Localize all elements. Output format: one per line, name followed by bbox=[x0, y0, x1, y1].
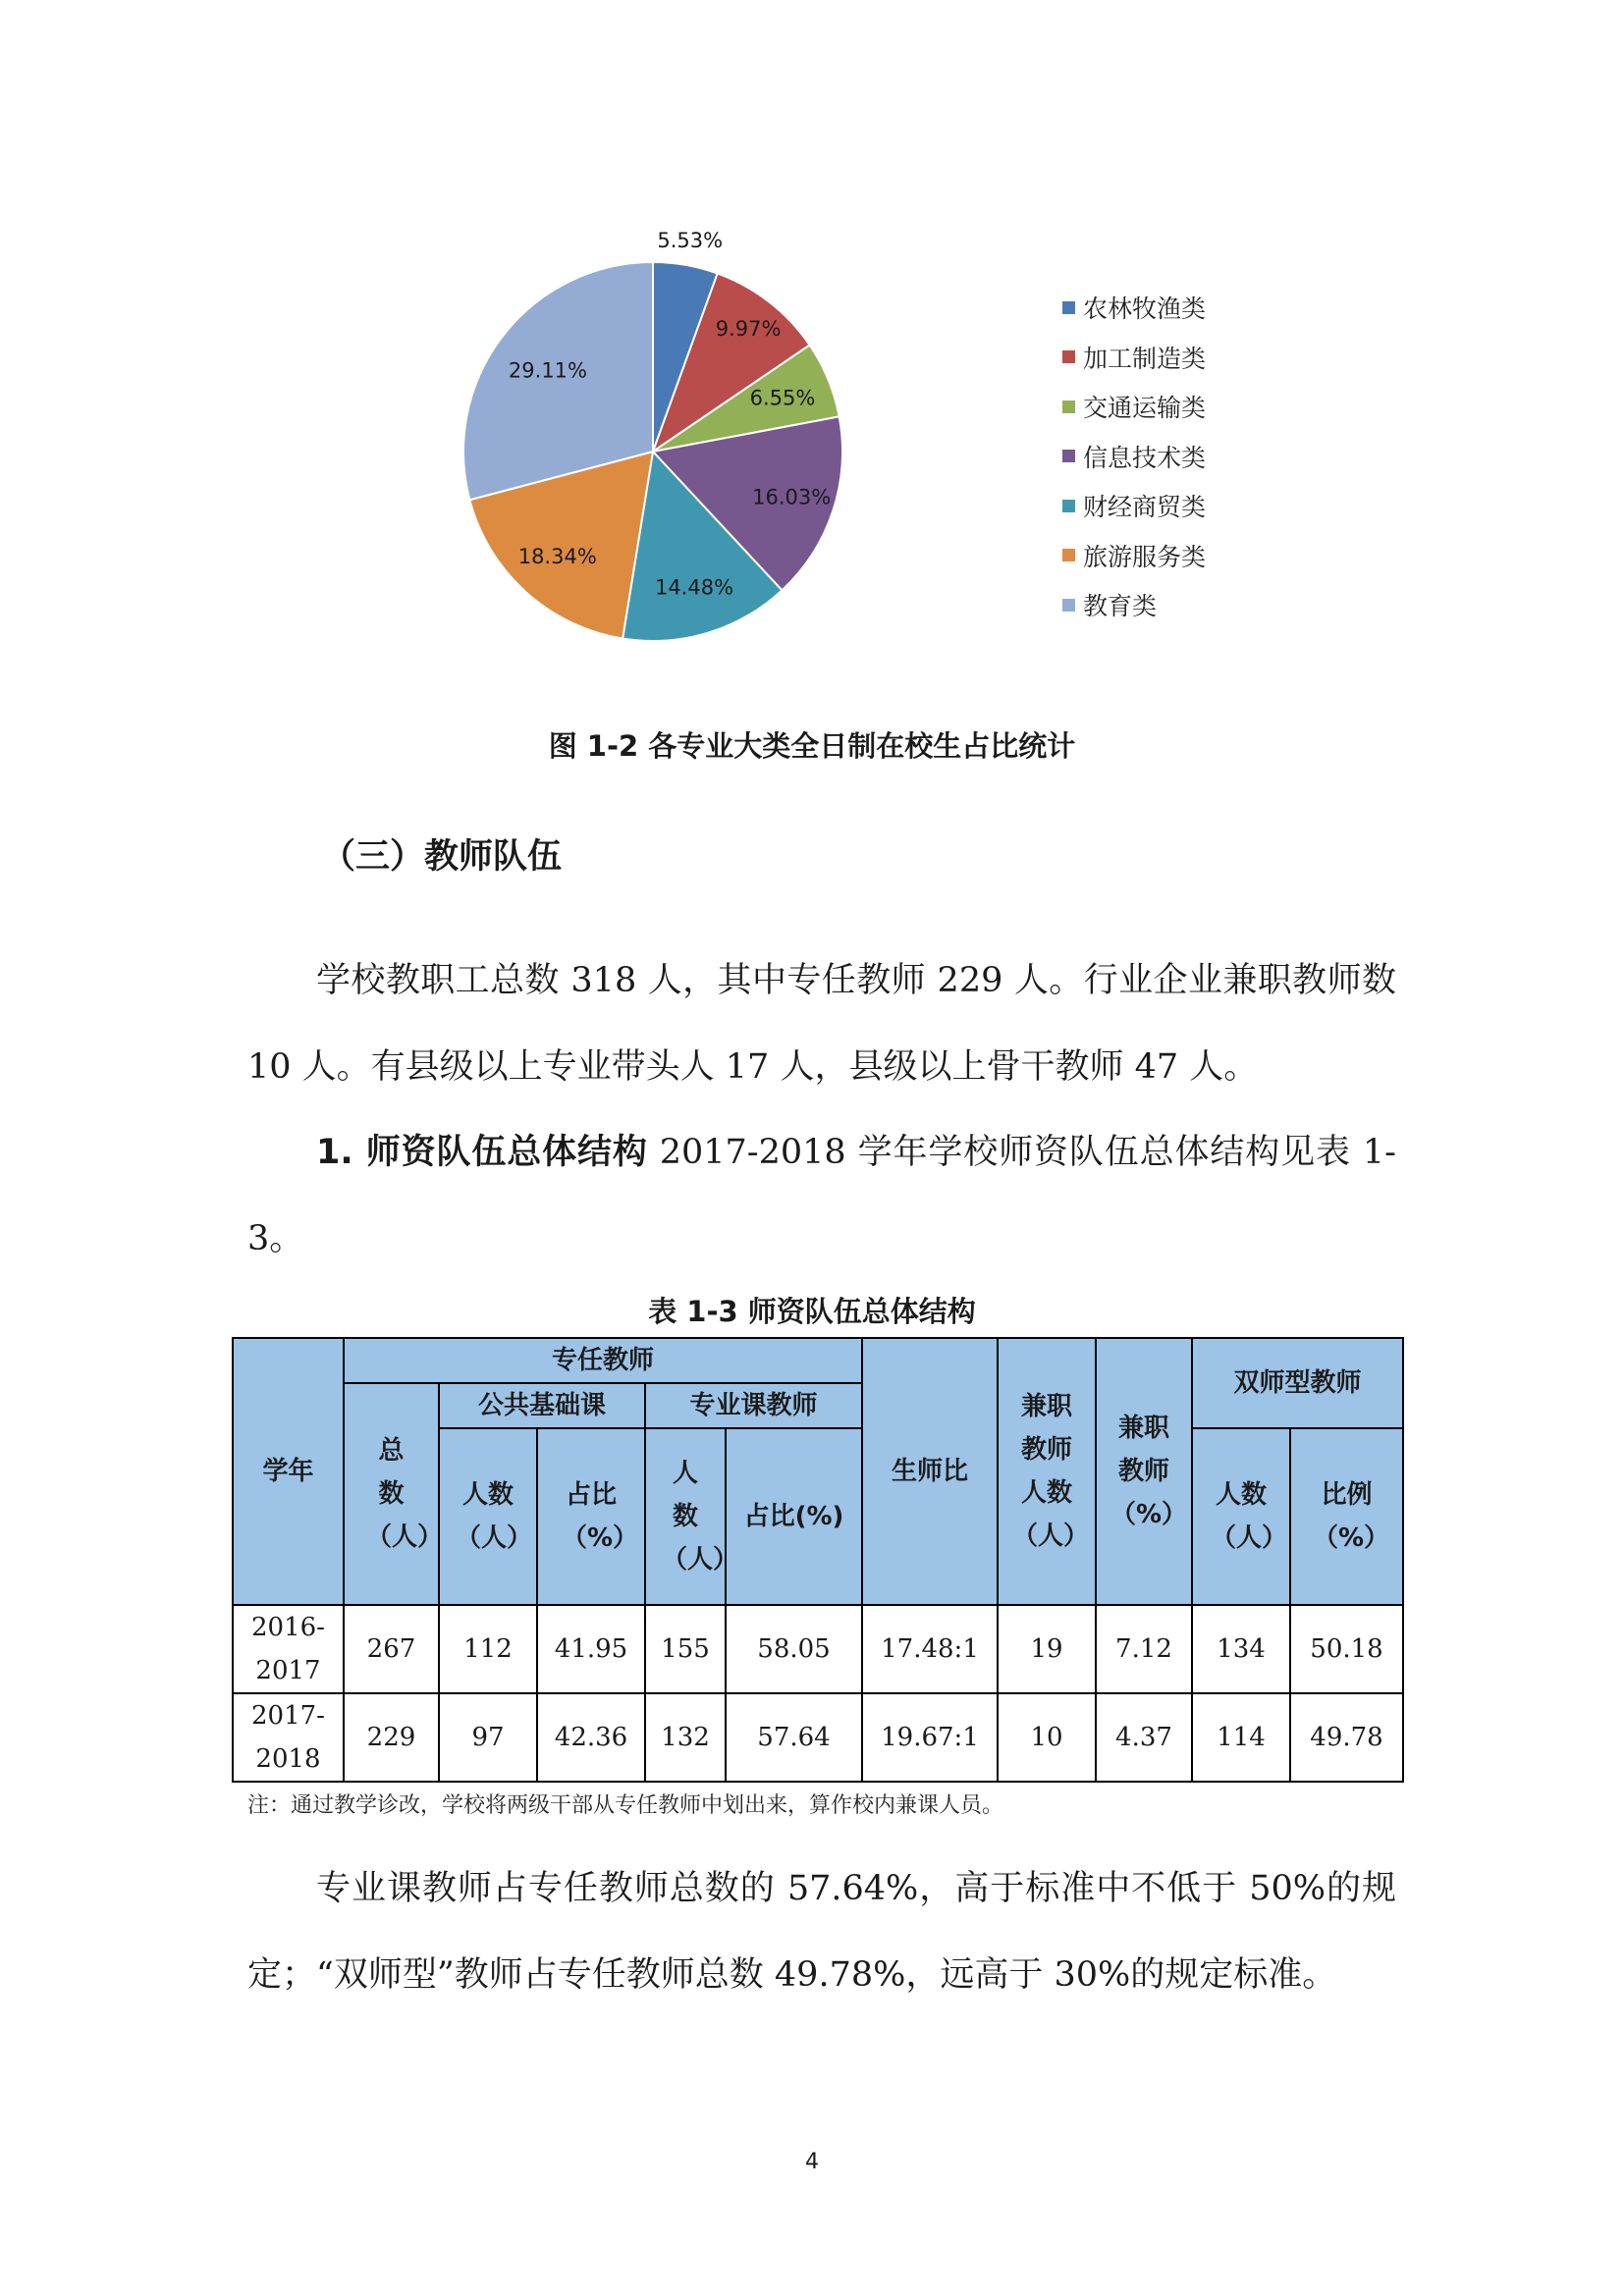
legend-item-finance bbox=[1062, 481, 1206, 531]
legend-item-education bbox=[1062, 580, 1206, 630]
chart-legend bbox=[1062, 283, 1206, 630]
header-dual-num: 人数（人） bbox=[1192, 1428, 1290, 1605]
cell-year: 2017-2018 bbox=[233, 1693, 344, 1782]
header-prof-pct: 占比(%) bbox=[726, 1428, 862, 1605]
pie-label-transport: 6.55% bbox=[749, 386, 816, 410]
legend-label: 交通运输类 bbox=[1083, 394, 1207, 423]
cell-total: 267 bbox=[344, 1605, 439, 1693]
legend-swatch bbox=[1062, 450, 1075, 462]
header-year: 学年 bbox=[233, 1338, 344, 1605]
cell-pub-num: 112 bbox=[439, 1605, 537, 1693]
legend-label: 农林牧渔类 bbox=[1083, 294, 1207, 324]
header-prof-num: 人数（人） bbox=[645, 1428, 726, 1605]
section-heading: （三）教师队伍 bbox=[321, 837, 563, 877]
cell-part-pct: 7.12 bbox=[1096, 1605, 1192, 1693]
legend-swatch bbox=[1062, 599, 1075, 612]
cell-pub-pct: 42.36 bbox=[537, 1693, 645, 1782]
table-note: 注：通过教学诊改，学校将两级干部从专任教师中划出来，算作校内兼课人员。 bbox=[247, 1793, 1004, 1818]
legend-label: 信息技术类 bbox=[1083, 443, 1207, 472]
pie-label-tourism: 18.34% bbox=[517, 545, 597, 569]
pie-label-manufacturing: 9.97% bbox=[715, 317, 782, 342]
cell-dual-num: 114 bbox=[1192, 1693, 1290, 1782]
cell-pub-num: 97 bbox=[439, 1693, 537, 1782]
legend-item-agriculture bbox=[1062, 283, 1206, 333]
legend-label: 加工制造类 bbox=[1083, 344, 1207, 373]
cell-dual-num: 134 bbox=[1192, 1605, 1290, 1693]
pie-label-agriculture: 5.53% bbox=[657, 229, 724, 253]
paragraph-1: 学校教职工总数 318 人，其中专任教师 229 人。行业企业兼职教师数 10 人。有县级以上专业带头人 17 人，县级以上骨干教师 47 人。 bbox=[247, 961, 1396, 1087]
header-pub-num: 人数（人） bbox=[439, 1428, 537, 1605]
cell-pub-pct: 41.95 bbox=[537, 1605, 645, 1693]
legend-swatch bbox=[1062, 301, 1075, 314]
pie-label-finance: 14.48% bbox=[654, 575, 734, 600]
pie-chart bbox=[432, 216, 874, 667]
page-number: 4 bbox=[805, 2150, 819, 2174]
cell-prof-pct: 57.64 bbox=[726, 1693, 862, 1782]
header-dual-pct: 比例（%） bbox=[1290, 1428, 1403, 1605]
legend-swatch bbox=[1062, 400, 1075, 413]
cell-prof-num: 132 bbox=[645, 1693, 726, 1782]
paragraph-2 bbox=[247, 1109, 1396, 1282]
paragraph-2-text: 2017-2018 学年学校师资队伍总体结构见表 1-3。 bbox=[247, 1133, 1396, 1258]
header-dual: 双师型教师 bbox=[1192, 1338, 1403, 1428]
header-prof: 专业课教师 bbox=[645, 1383, 862, 1428]
cell-part-pct: 4.37 bbox=[1096, 1693, 1192, 1782]
cell-year: 2016-2017 bbox=[233, 1605, 344, 1693]
legend-label: 旅游服务类 bbox=[1083, 542, 1207, 571]
header-part-pct: 兼职教师（%） bbox=[1096, 1338, 1192, 1605]
cell-ratio: 19.67:1 bbox=[862, 1693, 998, 1782]
legend-item-manufacturing bbox=[1062, 333, 1206, 383]
header-pub-pct: 占比（%） bbox=[537, 1428, 645, 1605]
figure-caption: 图 1-2 各专业大类全日制在校生占比统计 bbox=[548, 729, 1076, 763]
cell-prof-num: 155 bbox=[645, 1605, 726, 1693]
legend-swatch bbox=[1062, 500, 1075, 512]
cell-prof-pct: 58.05 bbox=[726, 1605, 862, 1693]
header-ratio: 生师比 bbox=[862, 1338, 998, 1605]
legend-item-it bbox=[1062, 432, 1206, 482]
cell-part-num: 10 bbox=[998, 1693, 1096, 1782]
cell-part-num: 19 bbox=[998, 1605, 1096, 1693]
paragraph-3: 专业课教师占专任教师总数的 57.64%，高于标准中不低于 50%的规定；“双师型”教师占专任教师总数 49.78%，远高于 30%的规定标准。 bbox=[247, 1869, 1396, 1995]
header-fulltime: 专任教师 bbox=[344, 1338, 862, 1383]
pie-label-education: 29.11% bbox=[508, 358, 588, 383]
cell-ratio: 17.48:1 bbox=[862, 1605, 998, 1693]
table-caption: 表 1-3 师资队伍总体结构 bbox=[648, 1295, 976, 1328]
legend-swatch bbox=[1062, 350, 1075, 363]
legend-label: 教育类 bbox=[1083, 592, 1158, 621]
legend-item-transport bbox=[1062, 382, 1206, 432]
cell-dual-pct: 50.18 bbox=[1290, 1605, 1403, 1693]
teacher-structure-table bbox=[232, 1337, 1404, 1783]
cell-dual-pct: 49.78 bbox=[1290, 1693, 1403, 1782]
legend-swatch bbox=[1062, 549, 1075, 561]
legend-label: 财经商贸类 bbox=[1083, 493, 1207, 522]
header-public: 公共基础课 bbox=[439, 1383, 645, 1428]
header-part-num: 兼职教师人数（人） bbox=[998, 1338, 1096, 1605]
legend-item-tourism bbox=[1062, 531, 1206, 581]
pie-label-it: 16.03% bbox=[752, 485, 832, 509]
header-total: 总数（人） bbox=[344, 1383, 439, 1605]
cell-total: 229 bbox=[344, 1693, 439, 1782]
paragraph-2-lead: 1. 师资队伍总体结构 bbox=[316, 1133, 648, 1172]
